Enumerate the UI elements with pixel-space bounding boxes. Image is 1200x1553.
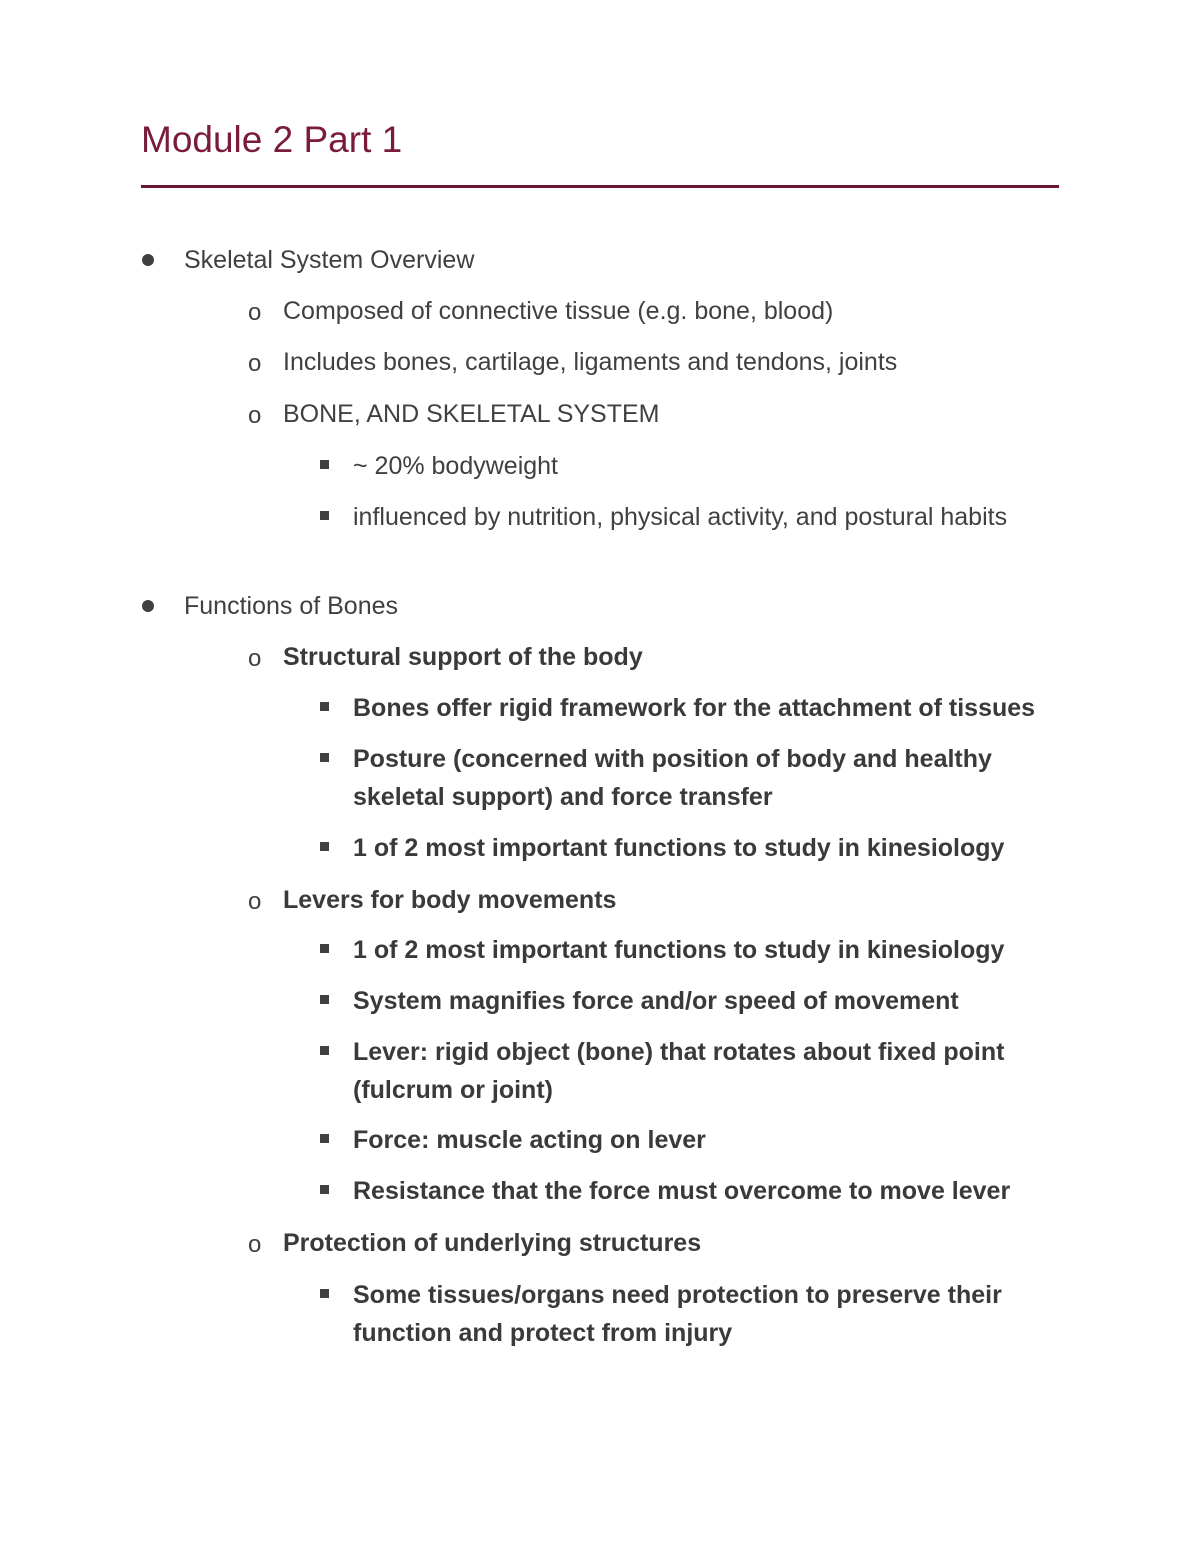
- sub-list-item: Lever: rigid object (bone) that rotates about fixed point (fulcrum or joint): [353, 1038, 1005, 1104]
- sub-list-item: Resistance that the force must overcome to move lever: [353, 1177, 1011, 1205]
- sub-list-item: ~ 20% bodyweight: [353, 452, 559, 480]
- section-heading: Functions of Bones: [184, 592, 399, 620]
- square-bullet-icon: [320, 1046, 329, 1055]
- sub-list-item: influenced by nutrition, physical activity, and postural habits: [353, 503, 1008, 531]
- square-bullet-icon: [320, 944, 329, 953]
- list-item: Includes bones, cartilage, ligaments and tendons, joints: [283, 348, 898, 376]
- circle-bullet-icon: o: [248, 350, 262, 377]
- bullet-icon: [142, 600, 154, 612]
- circle-bullet-icon: o: [248, 402, 262, 429]
- sub-list-item: System magnifies force and/or speed of movement: [353, 987, 959, 1015]
- sub-list-item: Posture (concerned with position of body and healthy skeletal support) and force transfer: [353, 745, 992, 811]
- circle-bullet-icon: o: [248, 888, 262, 915]
- circle-bullet-icon: o: [248, 299, 262, 326]
- square-bullet-icon: [320, 1289, 329, 1298]
- sub-list-item: 1 of 2 most important functions to study in kinesiology: [353, 936, 1005, 964]
- square-bullet-icon: [320, 1134, 329, 1143]
- square-bullet-icon: [320, 702, 329, 711]
- list-item: Protection of underlying structures: [283, 1229, 702, 1257]
- circle-bullet-icon: o: [248, 1231, 262, 1258]
- square-bullet-icon: [320, 1185, 329, 1194]
- bullet-icon: [142, 254, 154, 266]
- square-bullet-icon: [320, 995, 329, 1004]
- sub-list-item: Bones offer rigid framework for the attachment of tissues: [353, 694, 1036, 722]
- list-item: Composed of connective tissue (e.g. bone, blood): [283, 297, 834, 325]
- circle-bullet-icon: o: [248, 645, 262, 672]
- square-bullet-icon: [320, 842, 329, 851]
- sub-list-item: Some tissues/organs need protection to preserve their function and protect from injury: [353, 1281, 1002, 1347]
- list-item: BONE, AND SKELETAL SYSTEM: [283, 400, 660, 428]
- sub-list-item: Force: muscle acting on lever: [353, 1126, 706, 1154]
- square-bullet-icon: [320, 753, 329, 762]
- list-item: Structural support of the body: [283, 643, 643, 671]
- square-bullet-icon: [320, 511, 329, 520]
- list-item: Levers for body movements: [283, 886, 617, 914]
- page-title: Module 2 Part 1: [141, 119, 403, 160]
- square-bullet-icon: [320, 460, 329, 469]
- sub-list-item: 1 of 2 most important functions to study in kinesiology: [353, 834, 1005, 862]
- section-heading: Skeletal System Overview: [184, 246, 475, 274]
